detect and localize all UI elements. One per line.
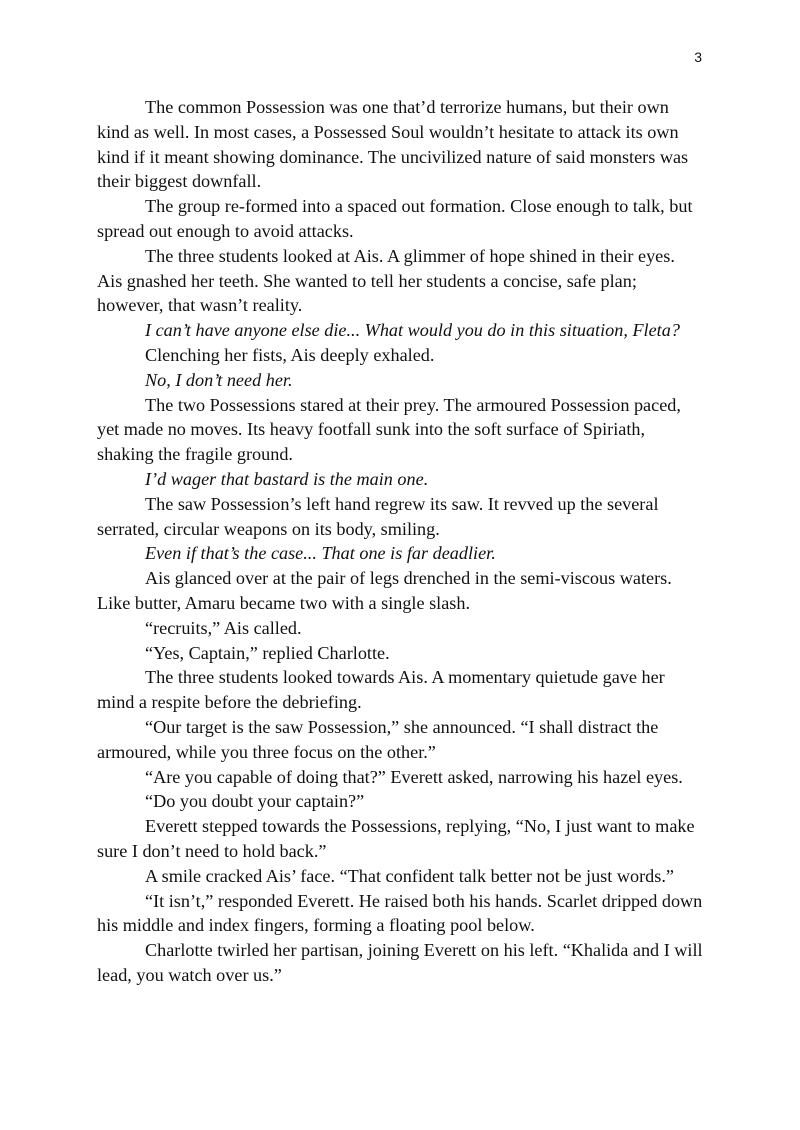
paragraph: “Our target is the saw Possession,” she announced. “I shall distract the armoured, while you three focus on the other.”: [97, 716, 659, 762]
paragraph: I can’t have anyone else die... What would you do in this situation, Fleta?: [145, 320, 680, 341]
paragraph: No, I don’t need her.: [145, 369, 293, 390]
paragraph: “It isn’t,” responded Everett. He raised both his hands. Scarlet dripped down his middle and index fingers, forming a floating pool below.: [97, 890, 703, 936]
paragraph: Everett stepped towards the Possessions, replying, “No, I just want to make sure I don’t need to hold back.”: [97, 816, 695, 861]
paragraph: The common Possession was one that’d terrorize humans, but their own kind as well. In most cases, a Possessed Soul wouldn’t hesitate to attack its own kind if it meant showing dominance. The uncivilized nature of said monsters was their biggest downfall.: [97, 97, 689, 192]
paragraph: The three students looked towards Ais. A momentary quietude gave her mind a respite before the debriefing.: [97, 667, 665, 713]
paragraph: The saw Possession’s left hand regrew its saw. It revved up the several serrated, circular weapons on its body, smiling.: [97, 493, 659, 539]
paragraph: The three students looked at Ais. A glimmer of hope shined in their eyes. Ais gnashed her teeth. She wanted to tell her students a concise, safe plan; however, that wasn’t reality.: [97, 245, 675, 316]
paragraph: I’d wager that bastard is the main one.: [145, 468, 429, 489]
paragraph: A smile cracked Ais’ face. “That confident talk better not be just words.”: [145, 865, 674, 886]
paragraph: “recruits,” Ais called.: [145, 617, 302, 638]
paragraph: “Do you doubt your captain?”: [145, 791, 365, 812]
page-number: 3: [694, 49, 702, 65]
body-text: [97, 95, 703, 988]
paragraph: “Yes, Captain,” replied Charlotte.: [145, 642, 390, 663]
paragraph: Charlotte twirled her partisan, joining Everett on his left. “Khalida and I will lead, you watch over us.”: [97, 940, 703, 985]
paragraph: The group re-formed into a spaced out formation. Close enough to talk, but spread out enough to avoid attacks.: [97, 196, 693, 241]
paragraph: The two Possessions stared at their prey. The armoured Possession paced, yet made no moves. Its heavy footfall sunk into the soft surface of Spiriath, shaking the fragile ground.: [97, 394, 681, 465]
paragraph: Ais glanced over at the pair of legs drenched in the semi-viscous waters. Like butter, Amaru became two with a single slash.: [97, 568, 672, 613]
paragraph: Clenching her fists, Ais deeply exhaled.: [145, 344, 435, 365]
paragraph: Even if that’s the case... That one is far deadlier.: [145, 543, 496, 564]
paragraph: “Are you capable of doing that?” Everett asked, narrowing his hazel eyes.: [145, 766, 683, 787]
